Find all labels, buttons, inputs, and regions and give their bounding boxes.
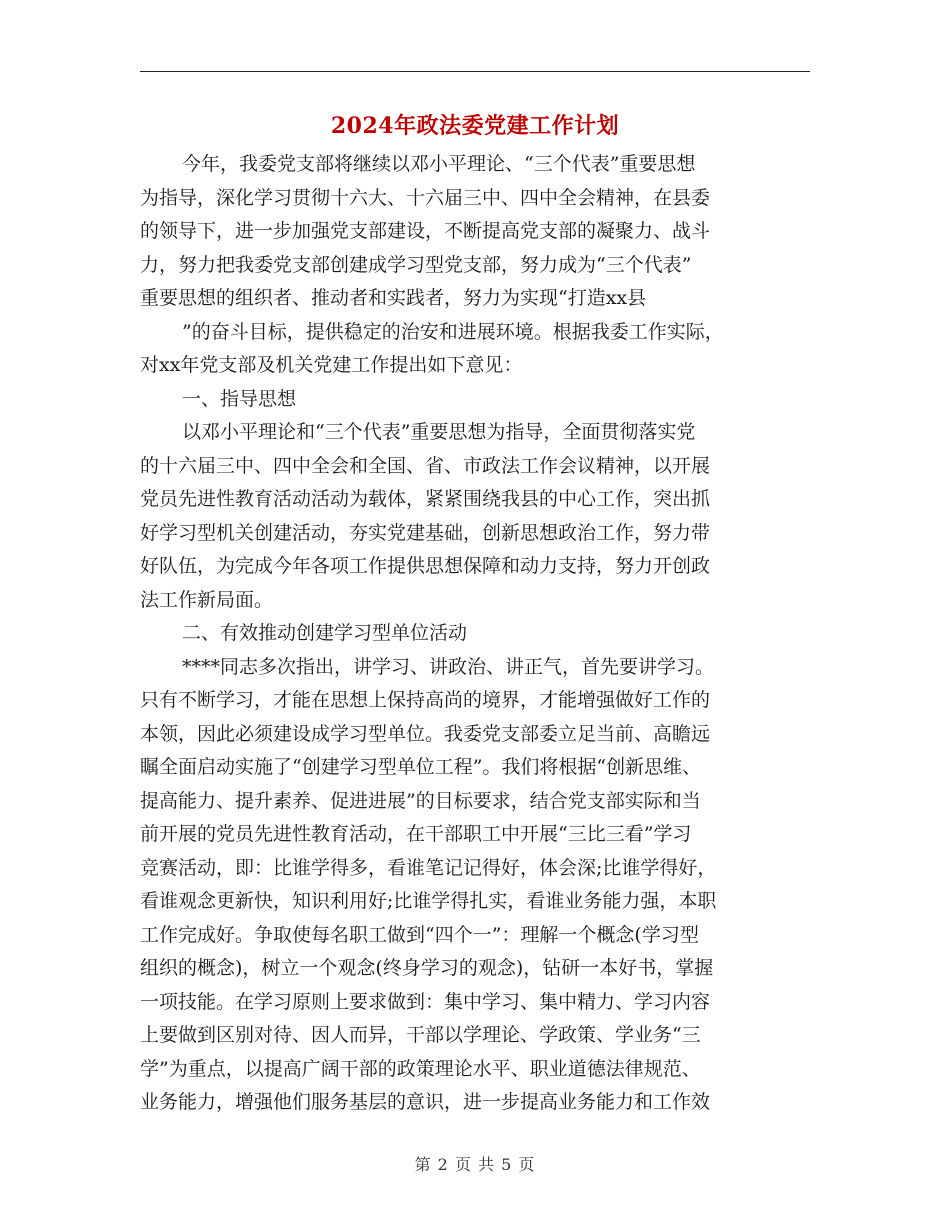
text-line: 前开展的党员先进性教育活动，在干部职工中开展“三比三看”学习 — [140, 823, 692, 845]
text-line: 业务能力，增强他们服务基层的意识，进一步提高业务能力和工作效 — [140, 1091, 711, 1113]
text-line: 党员先进性教育活动活动为载体，紧紧围绕我县的中心工作，突出抓 — [140, 488, 711, 510]
text-line: 瞩全面启动实施了“创建学习型单位工程”。我们将根据“创新思维、 — [140, 756, 702, 778]
text-line: 一项技能。在学习原则上要求做到：集中学习、集中精力、学习内容 — [140, 990, 711, 1013]
text-line: 对xx年党支部及机关党建工作提出如下意见： — [140, 354, 523, 376]
text-line: 好队伍，为完成今年各项工作提供思想保障和动力支持，努力开创政 — [140, 555, 711, 577]
text-line: 提高能力、提升素养、促进进展”的目标要求，结合党支部实际和当 — [140, 789, 701, 812]
text-line: 学”为重点，以提高广阔干部的政策理论水平、职业道德法律规范、 — [140, 1057, 701, 1080]
text-line: 力，努力把我委党支部创建成学习型党支部，努力成为“三个代表” — [140, 253, 692, 276]
section-heading: 二、有效推动创建学习型单位活动 — [182, 622, 468, 644]
text-line: 组织的概念)，树立一个观念(终身学习的观念)，钻研一本好书，掌握 — [140, 957, 714, 979]
text-line: 本领，因此必须建设成学习型单位。我委党支部委立足当前、高瞻远 — [140, 722, 711, 745]
text-line: 为指导，深化学习贯彻十六大、十六届三中、四中全会精神，在县委 — [140, 186, 711, 209]
text-line: 法工作新局面。 — [140, 588, 274, 611]
text-line: 重要思想的组织者、推动者和实践者，努力为实现“打造xx县 — [140, 287, 647, 309]
text-line: 以邓小平理论和“三个代表”重要思想为指导，全面贯彻落实党 — [182, 421, 696, 443]
text-line: 看谁观念更新快，知识利用好;比谁学得扎实，看谁业务能力强，本职 — [140, 890, 717, 912]
text-line: ”的奋斗目标，提供稳定的治安和进展环境。根据我委工作实际， — [182, 320, 724, 343]
text-line: 今年，我委党支部将继续以邓小平理论、“三个代表”重要思想 — [182, 153, 696, 175]
page-footer: 第 2 页 共 5 页 — [414, 1155, 536, 1174]
document-body — [140, 148, 810, 1120]
text-line: 工作完成好。争取使每名职工做到“四个一”：理解一个概念(学习型 — [140, 923, 699, 946]
text-line: 只有不断学习，才能在思想上保持高尚的境界，才能增强做好工作的 — [140, 689, 711, 711]
text-line: 的领导下，进一步加强党支部建设，不断提高党支部的凝聚力、战斗 — [140, 220, 711, 242]
document-title: 2024年政法委党建工作计划 — [330, 113, 620, 139]
header-rule — [140, 71, 810, 72]
text-line: 上要做到区别对待、因人而异，干部以学理论、学政策、学业务“三 — [140, 1024, 701, 1046]
text-line: 的十六届三中、四中全会和全国、省、市政法工作会议精神，以开展 — [140, 454, 711, 477]
text-line: 竞赛活动，即：比谁学得多，看谁笔记记得好，体会深;比谁学得好， — [140, 856, 717, 879]
section-heading: 一、指导思想 — [182, 387, 297, 410]
text-line: 好学习型机关创建活动，夯实党建基础，创新思想政治工作，努力带 — [140, 521, 711, 544]
text-line: ****同志多次指出，讲学习、讲政治、讲正气，首先要讲学习。 — [182, 655, 715, 678]
